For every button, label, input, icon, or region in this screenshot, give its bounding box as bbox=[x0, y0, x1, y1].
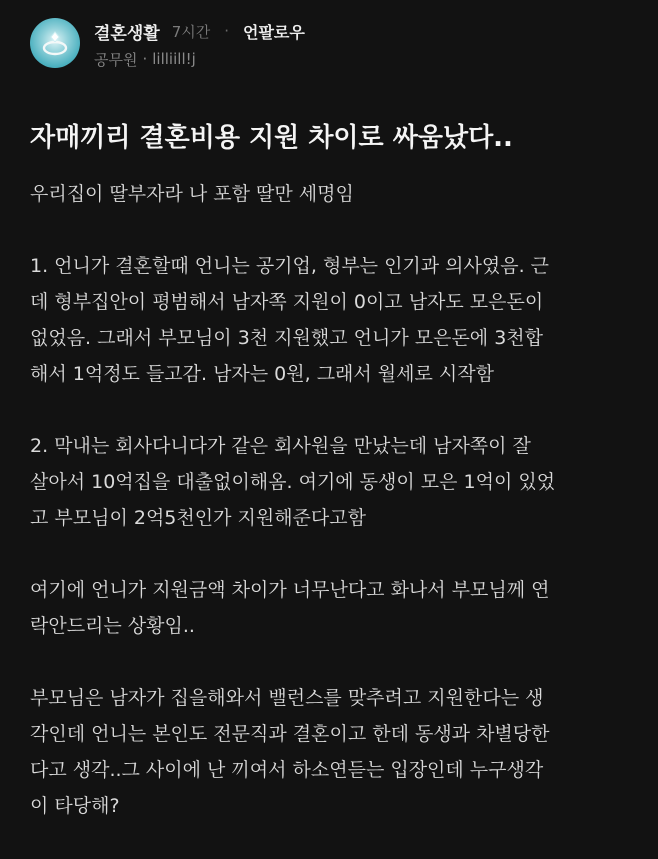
unfollow-button[interactable]: 언팔로우 bbox=[243, 22, 305, 42]
body-line: 락안드리는 상황임.. bbox=[30, 615, 195, 637]
post-body bbox=[30, 176, 634, 824]
body-line: 2. 막내는 회사다니다가 같은 회사원을 만났는데 남자쪽이 잘 bbox=[30, 435, 531, 457]
body-line: 살아서 10억집을 대출없이해옴. 여기에 동생이 모은 1억이 있었 bbox=[30, 471, 556, 493]
author-nickname[interactable]: lilliill!j bbox=[152, 50, 196, 68]
paragraph-gap bbox=[30, 392, 634, 428]
body-line: 없었음. 그래서 부모님이 3천 지원했고 언니가 모은돈에 3천합 bbox=[30, 327, 543, 349]
paragraph bbox=[30, 428, 634, 536]
body-line: 고 부모님이 2억5천인가 지원해준다고함 bbox=[30, 507, 366, 529]
body-line: 다고 생각..그 사이에 난 끼여서 하소연듣는 입장인데 누구생각 bbox=[30, 759, 544, 781]
body-line: 이 타당해? bbox=[30, 795, 120, 817]
community-name[interactable]: 결혼생활 bbox=[94, 23, 160, 44]
body-line: 각인데 언니는 본인도 전문직과 결혼이고 한데 동생과 차별당한 bbox=[30, 723, 550, 745]
community-avatar[interactable] bbox=[30, 18, 80, 68]
author-row bbox=[94, 48, 196, 70]
paragraph bbox=[30, 248, 634, 392]
paragraph-gap bbox=[30, 644, 634, 680]
body-line: 해서 1억정도 들고감. 남자는 0원, 그래서 월세로 시작함 bbox=[30, 363, 494, 385]
paragraph-gap bbox=[30, 212, 634, 248]
author-job: 공무원 bbox=[94, 50, 138, 69]
post-title: 자매끼리 결혼비용 지원 차이로 싸움났다.. bbox=[30, 123, 513, 153]
body-line: 부모님은 남자가 집을해와서 밸런스를 맞추려고 지원한다는 생 bbox=[30, 687, 544, 709]
meta-top-row bbox=[94, 18, 305, 44]
paragraph-gap bbox=[30, 536, 634, 572]
body-line: 우리집이 딸부자라 나 포함 딸만 세명임 bbox=[30, 183, 354, 205]
post-header bbox=[30, 14, 630, 74]
body-line: 1. 언니가 결혼할때 언니는 공기업, 형부는 인기과 의사였음. 근 bbox=[30, 255, 550, 277]
paragraph bbox=[30, 176, 634, 212]
body-line: 여기에 언니가 지원금액 차이가 너무난다고 화나서 부모님께 연 bbox=[30, 579, 550, 601]
meta-dot: · bbox=[224, 22, 230, 40]
ring-icon bbox=[30, 18, 80, 68]
paragraph bbox=[30, 680, 634, 824]
body-line: 데 형부집안이 평범해서 남자쪽 지원이 0이고 남자도 모은돈이 bbox=[30, 291, 544, 313]
author-separator: · bbox=[142, 50, 148, 68]
paragraph bbox=[30, 572, 634, 644]
post-time: 7시간 bbox=[171, 22, 211, 41]
